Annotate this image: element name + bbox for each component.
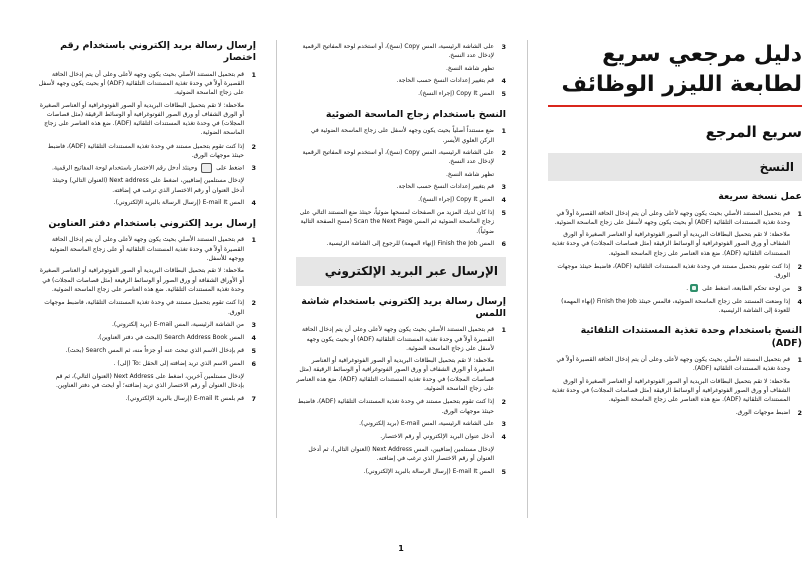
start-button-icon: [690, 284, 698, 292]
note-text: ملاحظة: لا تقم بتحميل البطاقات البريدية أو الصور الفوتوغرافية أو العناصر الصغيرة أو الورق الشفاف أو ورق الصور الفوتوغرافية أو الوسائط الرقيقة (مثل قصاصات المجلات) في وحدة تغذية المستندات التلقائية (ADF). ضع هذه العناصر على زجاج الماسحة الضوئية.: [551, 377, 790, 404]
step-item: 1 قم بتحميل المستند الأصلي بحيث يكون وجهه لأعلى وعلى أن يتم إدخال الحافة القصيرة أولاً في وحدة تغذية المستندات التلقائية أو على زجاج الماسحة الضوئية ووجهه للأسفل.: [49, 236, 256, 263]
step-item: 3 على الشاشة الرئيسية، المس E-mail (بريد إلكتروني).: [359, 419, 506, 428]
touchscreen-email-heading: إرسال رسالة بريد إلكتروني باستخدام شاشة اللمس: [301, 295, 506, 319]
step-item: 2 إذا كنت تقوم بتحميل مستند في وحدة تغذية المستندات التلقائية (ADF)، فاضبط حينئذ موجهات الورق.: [557, 263, 802, 280]
step-item: 3 اضغط على وحينئذ أدخل رقم الاختصار باستخدام لوحة المفاتيح الرقمية.: [52, 164, 256, 173]
step-item: 5 المس E-mail It (إرسال الرسالة بالبريد الإلكتروني).: [363, 467, 506, 476]
note-text: ملاحظة: لا تقم بتحميل البطاقات البريدية أو الصور الفوتوغرافية أو العناصر الصغيرة أو الأوراق الشفافة أو ورق الصور أو الوسائط الرفيعة (مثل قصاصات المجلات) في وحدة تغذية المستندات التلقائية. ضع هذه العناصر على زجاج الماسحة الضوئية.: [39, 267, 244, 293]
glass-copy-heading: النسخ باستخدام زجاج الماسحة الضوئية: [325, 109, 506, 121]
step-item: 3 على الشاشة الرئيسية، المس Copy (نسخ)، أو استخدم لوحة المفاتيح الرقمية لإدخال عدد النسخ.: [302, 43, 506, 60]
address-book-email-heading: إرسال بريد إلكتروني باستخدام دفتر العناوين: [48, 218, 256, 230]
quick-copy-heading: عمل نسخة سريعة: [718, 191, 802, 203]
copy-section-banner: النسخ: [548, 153, 802, 182]
step-item: 4 قم بتغيير إعدادات النسخ حسب الحاجة.: [396, 76, 506, 85]
step-item: 5 قم بإدخال الاسم الذي تبحث عنه أو جزءاً منه، ثم المس Search (بحث).: [65, 346, 256, 355]
plain-text: تظهر شاشة النسخ.: [445, 64, 494, 72]
shortcut-key-icon: [201, 163, 212, 173]
step-item: 4 أدخل عنوان البريد الإلكتروني أو رقم الاختصار.: [380, 432, 506, 441]
adf-copy-heading: النسخ باستخدام وحدة تغذية المستندات التلقائية (ADF): [580, 325, 802, 349]
note-text: ملاحظة: لا تقم بتحميل البطاقات البريدية أو الصور الفوتوغرافية أو العناصر الصغيرة أو الورق الشفاف أو ورق الصور الفوتوغرافية أو الوسائط الرقيقة (مثل قصاصات المجلات) في وحدة تغذية المستندات التلقائية (ADF). ضع هذه العناصر على زجاج الماسحة الضوئية.: [551, 231, 790, 257]
step-item: 1 قم بتحميل المستند الأصلي بحيث يكون وجهه لأعلى وعلى أن يتم إدخال الحافة القصيرة أولاً في وحدة تغذية المستندات التلقائية (ADF) أو بحيث يكون وجهه لأسفل على زجاج الماسحة الضوئية.: [554, 209, 802, 226]
document-title: دليل مرجعي سريع لطابعة الليزر الوظائف: [561, 42, 802, 97]
step-item: 3 قم بتغيير إعدادات النسخ حسب الحاجة.: [396, 182, 506, 191]
page-number: 1: [398, 544, 404, 553]
step-item: 6 المس Finish the Job (إنهاء المهمة) للرجوع إلى الشاشة الرئيسية.: [326, 239, 506, 248]
middle-column: [296, 40, 506, 480]
step-item: 2 إذا كنت تقوم بتحميل مستند في وحدة تغذية المستندات التلقائية (ADF)، فاضبط حينئذ موجهات الورق.: [47, 142, 256, 160]
step-item: 7 قم بلمس E-mail It (إرسال بالبريد الإلكتروني).: [125, 394, 256, 403]
plain-text: لإدخال مستلمين آخرين، اضغط على Next Address (العنوان التالي)، ثم قم بإدخال العنوان أو رقم الاختصار الذي تريد إضافته؛ أو ابحث في دفتر العناوين.: [55, 373, 244, 390]
step-item: 1 قم بتحميل المستند الأصلي بحيث يكون وجهه لأعلى وعلى أن يتم إدخال الحافة القصيرة أولاً في وحدة تغذية المستندات التلقائية (ADF) أو بحيث يكون وجهه لأسفل على زجاج الماسحة الضوئية.: [38, 70, 256, 97]
step-item: 2 على الشاشة الرئيسية، المس Copy (نسخ)، أو استخدم لوحة المفاتيح الرقمية لإدخال عدد النسخ.: [302, 148, 506, 166]
email-section-banner: الإرسال عبر البريد الإلكتروني: [296, 257, 506, 286]
step-item: 4 المس Search Address Book (البحث في دفتر العناوين).: [97, 333, 256, 342]
step-item: 5 إذا كان لديك المزيد من الصفحات لمسحها ضوئياً، حينئذ ضع المستند التالي على زجاج الماسحة الضوئية ثم المس Scan the Next Page (مسح الصفحة التالية ضوئياً).: [299, 208, 506, 235]
step-item: 1 ضع مستنداً أصلياً بحيث يكون وجهه لأسفل على زجاج الماسحة الضوئية في الركن العلوي الأيسر.: [310, 127, 506, 144]
step-item: 4 إذا وضعت المستند على زجاج الماسحة الضوئية، فالمس حينئذ Finish the Job (إنهاء المهمة) للعودة إلى الشاشة الرئيسية.: [561, 297, 802, 314]
step-item: 4 المس E-mail It (إرسال الرسالة بالبريد الإلكتروني).: [113, 199, 256, 208]
step-item: 2 إذا كنت تقوم بتحميل مستند في وحدة تغذية المستندات التلقائية، فاضبط موجهات الورق.: [44, 299, 256, 316]
step-item: 1 قم بتحميل المستند الأصلي بحيث يكون وجهه لأعلى وعلى أن يتم إدخال الحافة القصيرة أولاً في وحدة تغذية المستندات التلقائية (ADF).: [556, 355, 802, 373]
step-item: 2 إذا كنت تقوم بتحميل مستند في وحدة تغذية المستندات التلقائية (ADF)، فاضبط حينئذ موجهات الورق.: [297, 398, 506, 415]
title-red-rule: [548, 105, 802, 107]
right-column: [548, 34, 802, 422]
plain-text: تظهر شاشة النسخ.: [445, 170, 494, 178]
note-text: ملاحظة: لا تقم بتحميل البطاقات البريدية أو الصور الفوتوغرافية أو العناصر الصغيرة أو الورق الشفاف أو ورق الصور الفوتوغرافية أو الوسائط الرقيقة (مثل قصاصات المجلات) في وحدة تغذية المستندات التلقائية (ADF). ضع هذه العناصر على زجاج الماسحة الضوئية.: [296, 357, 494, 392]
column-divider: [276, 40, 277, 518]
step-item: 6 المس الاسم الذي تريد إضافته إلى الحقل :To (إلى) .: [113, 359, 256, 368]
step-item: 3 من الشاشة الرئيسية، المس E-mail (بريد إلكتروني).: [111, 320, 256, 329]
step-item: 1 قم بتحميل المستند الأصلي بحيث يكون وجهه لأعلى وعلى أن يتم إدخال الحافة القصيرة أولاً في وحدة تغذية المستندات التلقائية (ADF) أو بحيث يكون وجهه لأسفل على زجاج الماسحة الضوئية.: [301, 326, 506, 352]
note-text: ملاحظة: لا تقم بتحميل البطاقات البريدية أو الصور الفوتوغرافية أو العناصر الصغيرة أو الورق الشفاف أو ورق الصور الفوتوغرافية أو الوسائط الرقيقة (مثل قصاصات المجلات) في وحدة تغذية المستندات التلقائية (ADF). ضع هذه العناصر على زجاج الماسحة الضوئية.: [39, 101, 244, 137]
quick-reference-heading: سريع المرجع: [705, 123, 802, 142]
shortcut-email-heading: إرسال رسالة بريد إلكتروني باستخدام رقم اختصار: [60, 40, 256, 64]
column-divider: [527, 40, 528, 518]
step-item: 5 المس Copy It (إجراء النسخ).: [418, 89, 506, 98]
left-column: [38, 40, 256, 407]
plain-text: لإدخال مستلمين إضافيين، اضغط على Next address (العنوان التالي) وحينئذ أدخل العنوان أو رقم الاختصار الذي ترغب في إضافته.: [52, 177, 244, 194]
plain-text: لإدخال مستلمين إضافيين، المس Next Address (العنوان التالي)، ثم أدخل العنوان أو رقم الاختصار الذي ترغب في إضافته.: [308, 446, 494, 463]
step-item: 4 المس Copy It (إجراء النسخ).: [418, 195, 506, 204]
step-item: 3 من لوحة تحكم الطابعة، اضغط على .: [686, 284, 802, 293]
step-item: 2 اضبط موجهات الورق.: [735, 409, 802, 418]
